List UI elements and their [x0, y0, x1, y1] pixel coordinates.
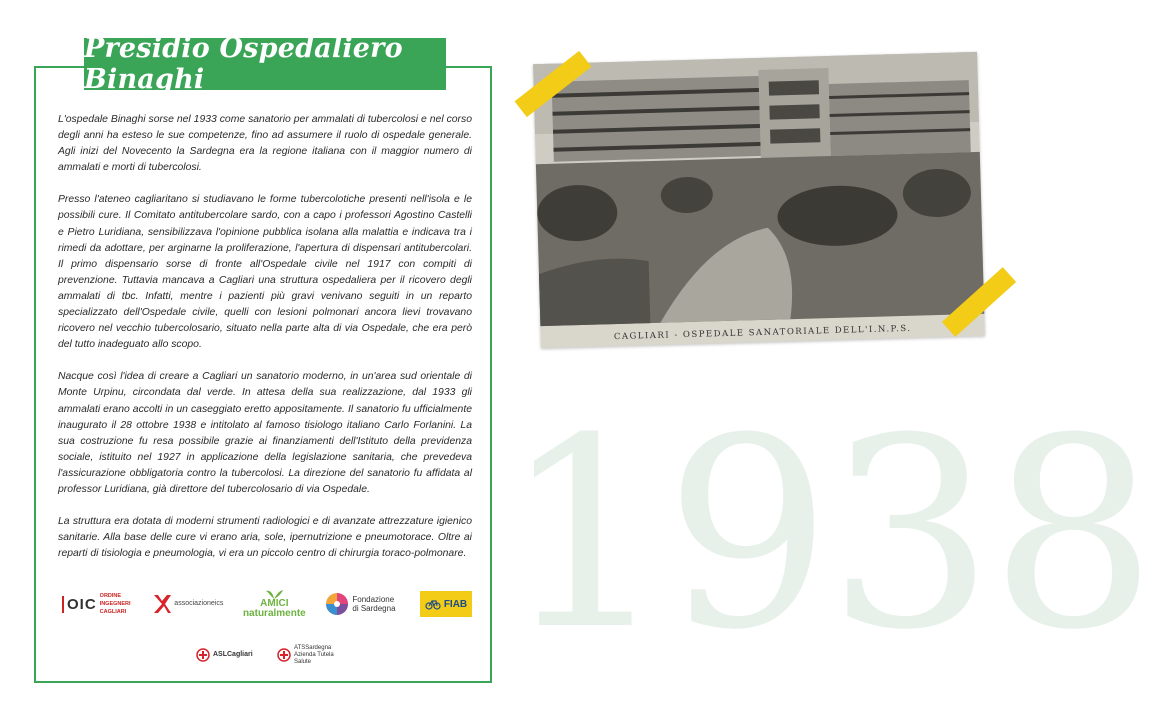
paragraph-4: La struttura era dotata di moderni strumenti radiologici e di avanzate attrezzature igienico sanitarie. Alla base delle cure vi erano aria, sole, ipernutrizione e pneumotorace. Oltre ai reparti di tisiologia e pneumologia, vi era un piccolo centro di chirurgia toraco-polmonare. [58, 516, 472, 560]
historic-photo [533, 52, 985, 348]
amici-line2: naturalmente [242, 608, 306, 619]
amici-naturalmente-logo [243, 589, 306, 619]
paragraph-1: L'ospedale Binaghi sorse nel 1933 come sanatorio per ammalati di tubercolosi e nel corso degli anni ha esteso le sue competenze, fino ad assumere il ruolo di ospedale generale. Agli inizi del Novecento la Sardegna era la regione italiana con il maggior numero di ammalati e morti di tubercolosi. [58, 114, 472, 174]
ats-sardegna-logo [277, 645, 346, 666]
paragraph-3: Nacque così l'idea di creare a Cagliari un sanatorio moderno, in un'area sud orientale di Monte Urpinu, circondata dal verde. In attesa della sua realizzazione, dal 1933 gli ammalati erano accolti in un caseggiato eretto appositamente. Il sanatorio fu ufficialmente inaugurato il 28 ottobre 1938 e intitolato al famoso tisiologo italiano Carlo Forlanini. La sua costruzione fu resa possibile grazie ai finanziamenti dell'Istituto della previdenza sociale, istituito nel 1927 in applicazione della legislazione sanitaria, che prevedeva l'assicurazione obbligatoria contro la tubercolosi. La direzione del sanatorio fu affidata al professor Luridiana, già direttore del tubercolosario di via Ospedale. [58, 371, 472, 495]
asl-cross-icon [196, 648, 210, 662]
ics-icon [153, 594, 171, 614]
photo-caption: CAGLIARI - OSPEDALE SANATORIALE DELL'I.N.P.S. [613, 323, 912, 343]
fondazione-icon [325, 592, 349, 616]
ats-label: ATSSardegna Azienda Tutela Salute [294, 644, 334, 665]
fondazione-sardegna-logo [325, 592, 400, 616]
article-body [58, 112, 472, 578]
health-logos [196, 642, 346, 668]
oic-mark: OIC [62, 596, 97, 613]
year-watermark: 1938 [502, 382, 1153, 687]
ats-cross-icon [277, 648, 291, 662]
oic-label: ORDINE INGEGNERI CAGLIARI [99, 593, 131, 615]
sanatorium-photo [533, 52, 984, 326]
sponsor-logos [62, 586, 472, 622]
ics-logo [153, 594, 223, 614]
asl-label: ASLCagliari [213, 651, 253, 658]
paragraph-2: Presso l'ateneo cagliaritano si studiavano le forme tubercolotiche presenti nell'isola e le possibili cure. Il Comitato antitubercolare sardo, con a capo i professori Agostino Castelli e Pietro Luridiana, sensibilizzava l'opinione pubblica isolana alla malattia e indicava tra i rimedi da adottare, per arginarne la proliferazione, l'apertura di dispensari antitubercolari. Il primo dispensario sorse di fronte all'Ospedale civile nel 1917 con compiti di prevenzione. Tuttavia mancava a Cagliari una struttura ospedaliera per il ricovero degli ammalati di tbc. Infatti, mentre i pazienti più gravi venivano seguiti in un reparto specializzato dell'Ospedale civile, quelli con lesioni polmonari ancora lievi trovavano ricovero nel vecchio tubercolosario, situato nella parte alta di via Ospedale, che era però del tutto inadeguato allo scopo. [58, 194, 472, 351]
fondazione-label: Fondazione di Sardegna [352, 595, 396, 613]
fiab-logo [420, 591, 472, 617]
bicycle-icon [425, 599, 441, 609]
ics-label: associazioneics [174, 600, 224, 607]
fiab-label: FIAB [443, 598, 468, 610]
asl-cagliari-logo [196, 648, 253, 662]
oic-logo [62, 592, 134, 616]
page-title: Presidio Ospedaliero Binaghi [84, 38, 446, 90]
amici-line1: AMICI [260, 598, 289, 609]
